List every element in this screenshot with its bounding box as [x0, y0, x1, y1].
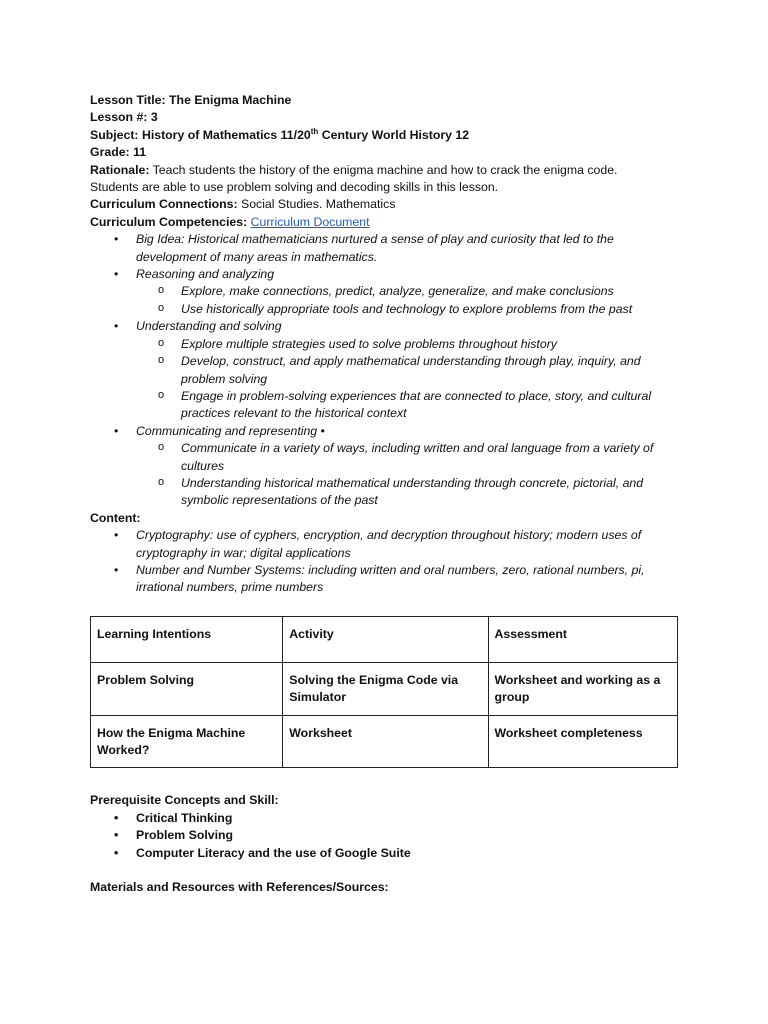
sub-bullet-icon: o — [158, 475, 165, 488]
lesson-number-line — [90, 109, 690, 126]
list-item-text: Develop, construct, and apply mathematical understanding through play, inquiry, and — [181, 354, 641, 369]
bullet-icon: • — [114, 232, 119, 247]
bullet-icon: • — [114, 810, 119, 825]
grade-value: 11 — [133, 145, 147, 160]
sub-bullet-icon: o — [158, 336, 165, 349]
list-item — [90, 810, 690, 827]
lesson-title: The Enigma Machine — [169, 93, 292, 107]
rationale-text-1: Teach students the history of the enigma machine and how to crack the enigma code. — [152, 162, 618, 177]
content-heading: Content: — [90, 510, 141, 525]
list-item — [90, 423, 690, 510]
competencies-line — [90, 214, 690, 231]
header-learning-intentions: Learning Intentions — [91, 616, 283, 662]
list-item-text: Explore, make connections, predict, analyze, generalize, and make conclusions — [181, 284, 614, 299]
table-row — [91, 662, 678, 715]
sub-bullet-icon: o — [158, 388, 165, 401]
list-item — [90, 562, 690, 597]
rationale-line-2 — [90, 179, 690, 196]
subject-superscript: th — [310, 126, 319, 136]
sub-bullet-icon: o — [158, 354, 165, 367]
list-item-text: Computer Literacy and the use of Google Suite — [136, 845, 411, 860]
header-assessment: Assessment — [488, 616, 677, 662]
rationale-text-2: Students are able to use problem solving and decoding skills in this lesson. — [90, 180, 499, 195]
sub-list-item — [136, 283, 690, 300]
materials-heading: Materials and Resources with References/Sources: — [90, 880, 389, 895]
list-item-text: practices relevant to the historical context — [181, 406, 407, 421]
lesson-title-label: Lesson Title: — [90, 93, 166, 107]
table-cell — [283, 715, 488, 768]
table-cell-text: Worked? — [97, 743, 150, 757]
header-activity: Activity — [283, 616, 488, 662]
table-cell-text: Simulator — [289, 690, 347, 705]
list-item — [90, 527, 690, 562]
list-item-text: problem solving — [181, 371, 268, 386]
list-item-text: Big Idea: Historical mathematicians nurtured a sense of play and curiosity that led to the — [136, 232, 614, 247]
sub-list-item — [136, 440, 690, 475]
prerequisite-heading: Prerequisite Concepts and Skill: — [90, 793, 279, 808]
list-item-text: Problem Solving — [136, 828, 234, 843]
sub-list-item — [136, 475, 690, 510]
list-item-text: Understanding and solving — [136, 319, 282, 334]
list-item-text: Communicating and representing • — [136, 423, 325, 438]
sub-bullet-icon: o — [158, 441, 165, 454]
grade-line — [90, 144, 690, 161]
connections-label: Curriculum Connections: — [90, 197, 238, 212]
bullet-icon: • — [114, 828, 119, 843]
table-cell — [91, 715, 283, 768]
sub-bullet-icon: o — [158, 284, 165, 297]
sub-list — [136, 336, 690, 423]
list-item-text: Critical Thinking — [136, 810, 233, 825]
table-cell — [91, 662, 283, 715]
list-item-text: Number and Number Systems: including written and oral numbers, zero, rational numbers, pi, — [136, 562, 645, 577]
list-item-text: Cryptography: use of cyphers, encryption, and decryption throughout history; modern uses of — [136, 528, 642, 543]
list-item — [90, 827, 690, 844]
sub-bullet-icon: o — [158, 301, 165, 314]
table-cell-text: Worksheet — [289, 725, 352, 740]
list-item-text: Explore multiple strategies used to solve problems throughout history — [181, 336, 557, 351]
list-item — [90, 266, 690, 318]
table-cell — [283, 662, 488, 715]
list-item — [90, 231, 690, 266]
list-item-text: Understanding historical mathematical understanding through concrete, pictorial, and — [181, 475, 644, 490]
rationale-line — [90, 162, 690, 179]
prerequisite-list — [90, 810, 690, 862]
table-cell-text: How the Enigma Machine — [97, 725, 246, 740]
sub-list-item — [136, 336, 690, 353]
list-item — [90, 845, 690, 862]
subject-label: Subject: — [90, 127, 139, 142]
table-header-row — [91, 616, 678, 662]
sub-list — [136, 440, 690, 510]
bullet-icon: • — [114, 562, 119, 577]
lesson-title-line — [90, 92, 690, 109]
list-item-text: cultures — [181, 458, 225, 473]
sub-list-item — [136, 353, 690, 388]
lesson-number-label: Lesson #: — [90, 110, 148, 125]
bullet-icon: • — [114, 423, 119, 438]
list-item-text: development of many areas in mathematics. — [136, 249, 378, 264]
lesson-number: 3 — [150, 110, 158, 125]
content-list — [90, 527, 690, 597]
list-item-text: Communicate in a variety of ways, including written and oral language from a variety of — [181, 441, 654, 456]
list-item — [90, 318, 690, 422]
subject-text-pre: History of Mathematics 11/20 — [141, 127, 311, 142]
sub-list — [136, 283, 690, 318]
competencies-label: Curriculum Competencies: — [90, 214, 248, 229]
lesson-table — [90, 616, 678, 769]
table-cell-text: group — [494, 690, 530, 705]
table-cell — [488, 662, 677, 715]
bullet-icon: • — [114, 845, 119, 860]
list-item-text: Reasoning and analyzing — [136, 267, 275, 282]
rationale-label: Rationale: — [90, 162, 150, 177]
connections-line — [90, 196, 690, 213]
sub-list-item — [136, 301, 690, 318]
list-item-text: Use historically appropriate tools and technology to explore problems from the past — [181, 301, 633, 316]
table-row — [91, 715, 678, 768]
table-cell — [488, 715, 677, 768]
bullet-icon: • — [114, 267, 119, 282]
lesson-plan — [90, 92, 690, 896]
subject-text-post: Century World History 12 — [321, 127, 470, 142]
list-item-text: cryptography in war; digital applications — [136, 545, 351, 560]
table-cell-text: Problem Solving — [97, 672, 195, 687]
bullet-icon: • — [114, 528, 119, 543]
connections-text: Social Studies. Mathematics — [241, 197, 396, 212]
list-item-text: irrational numbers, prime numbers — [136, 580, 324, 595]
subject-line — [90, 127, 690, 144]
table-cell-text: Worksheet and working as a — [494, 672, 661, 687]
table-cell-text: Solving the Enigma Code via — [289, 672, 459, 687]
curriculum-document-link[interactable]: Curriculum Document — [250, 214, 370, 229]
sub-list-item — [136, 388, 690, 423]
list-item-text: Engage in problem-solving experiences that are connected to place, story, and cultural — [181, 388, 652, 403]
table-cell-text: Worksheet completeness — [494, 725, 643, 740]
grade-label: Grade: — [90, 145, 130, 160]
bullet-icon: • — [114, 319, 119, 334]
competencies-list — [90, 231, 690, 510]
list-item-text: symbolic representations of the past — [181, 493, 378, 508]
